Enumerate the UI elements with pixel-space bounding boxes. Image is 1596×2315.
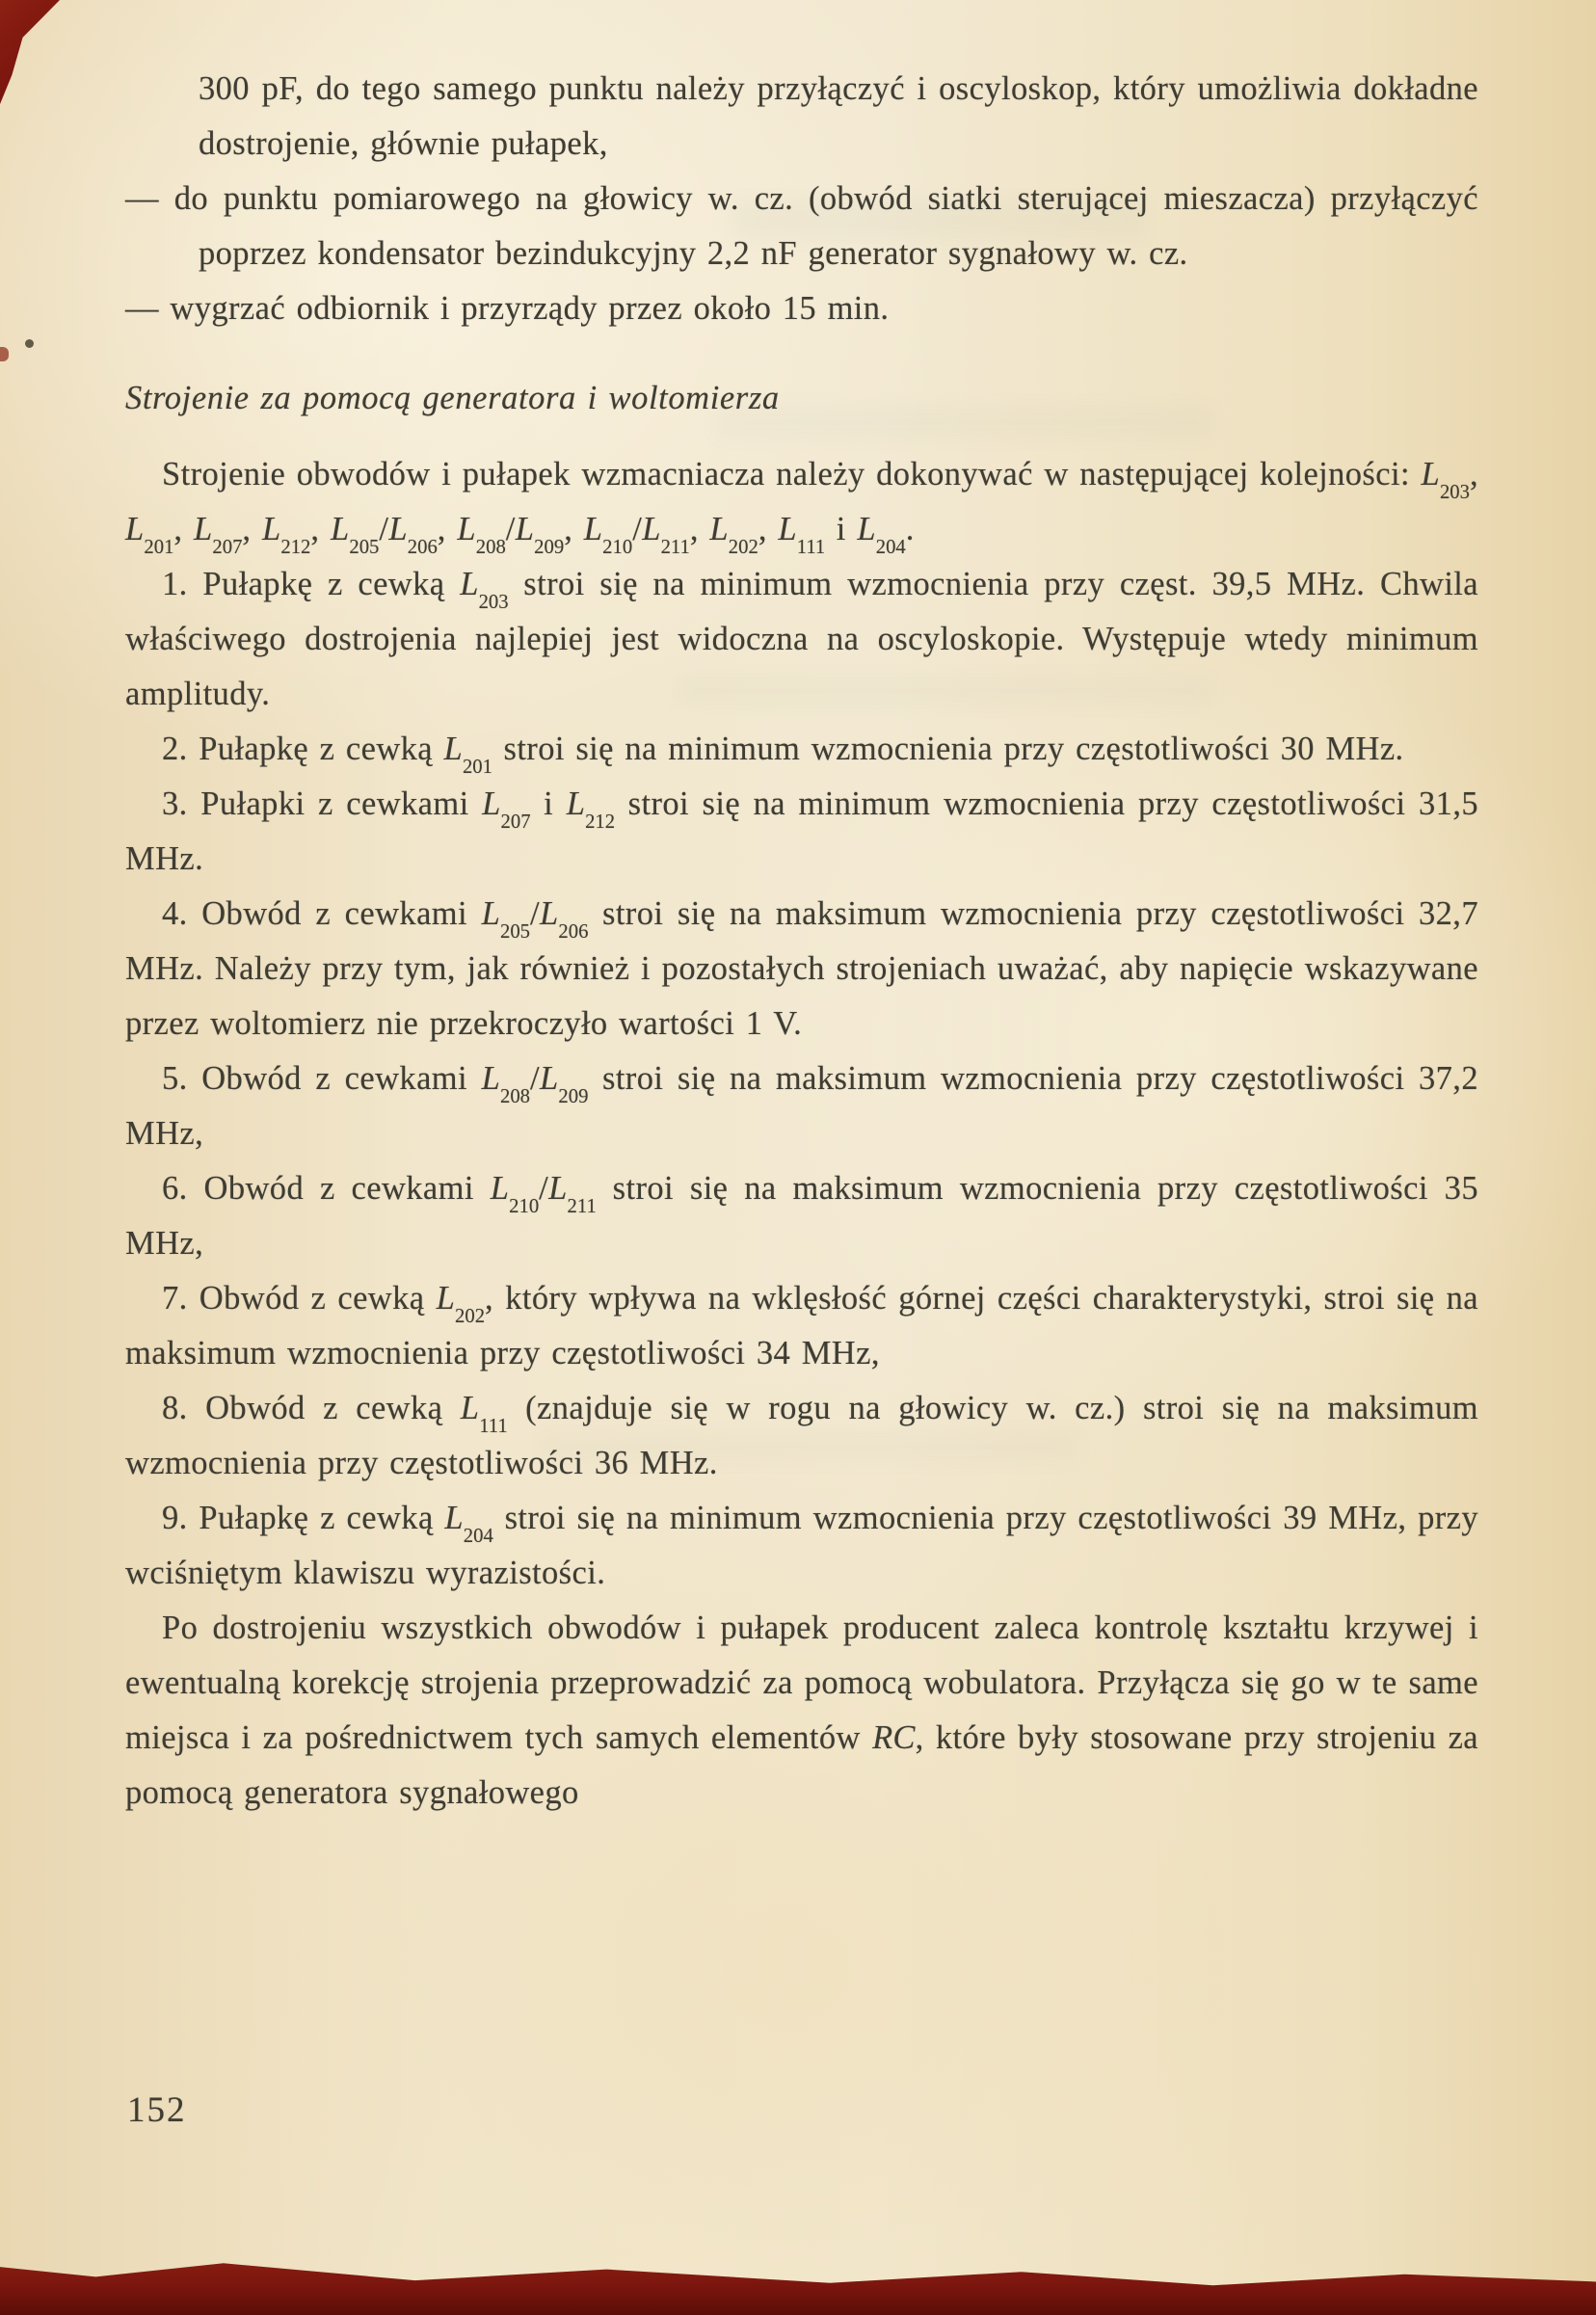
numbered-item-4: 4. Obwód z cewkami $L_{205}/L_{206}$ stroi się na maksimum wzmocnienia przy częstotliwości 32,7 MHz. Należy przy tym, jak również i pozostałych strojeniach uważać, aby napięcie wskazywane przez woltomierz nie przekroczyło wartości 1 V. — [125, 895, 1478, 1042]
numbered-item-1: 1. Pułapkę z cewką $L_{203}$ stroi się na minimum wzmocnienia przy częst. 39,5 MHz. Chwila właściwego dostrojenia najlepiej jest widoczna na oscyloskopie. Występuje wtedy minimum amplitudy. — [125, 566, 1479, 712]
paragraph-closing: Po dostrojeniu wszystkich obwodów i pułapek producent zaleca kontrolę kształtu krzywej i ewentualną korekcję strojenia przeprowadzić za pomocą wobulatora. Przyłącza się go w te same miejsca i za pośrednictwem tych samych elementów RC, które były stosowane przy strojeniu za pomocą generatora sygnałowego — [125, 1610, 1478, 1811]
dash-item-measure-point: — do punktu pomiarowego na głowicy w. cz. (obwód siatki sterującej mieszacza) przyłączyć poprzez kondensator bezindukcyjny 2,2 nF generator sygnałowy w. cz. — [125, 180, 1478, 272]
book-edge-corner-top-left — [0, 0, 60, 104]
numbered-item-7: 7. Obwód z cewką $L_{202}$, który wpływa na wklęsłość górnej części charakterystyki, stroi się na maksimum wzmocnienia przy częstotliwości 34 MHz, — [125, 1280, 1479, 1371]
page-number: 152 — [127, 2090, 187, 2130]
numbered-item-5: 5. Obwód z cewkami $L_{208}/L_{209}$ stroi się na maksimum wzmocnienia przy częstotliwości 37,2 MHz, — [125, 1060, 1478, 1152]
section-heading: Strojenie za pomocą generatora i woltomierza — [125, 380, 780, 416]
numbered-item-9: 9. Pułapkę z cewką $L_{204}$ stroi się na minimum wzmocnienia przy częstotliwości 39 MHz, przy wciśniętym klawiszu wyrazistości. — [125, 1500, 1479, 1591]
dash-item-warm-up: — wygrzać odbiornik i przyrządy przez około 15 min. — [125, 290, 890, 327]
paragraph-intro: Strojenie obwodów i pułapek wzmacniacza należy dokonywać w następującej kolejności: $L_{203}$, $L_{201}$, $L_{207}$, $L_{212}$, $L_{205}/L_{206}$, $L_{208}/L_{209}$, $L_{210}/L_{211}$, $L_{202}$, $L_{111}$ i $L_{204}$. — [125, 456, 1478, 558]
numbered-item-8: 8. Obwód z cewką $L_{111}$ (znajduje się w rogu na głowicy w. cz.) stroi się na maksimum wzmocnienia przy częstotliwości 36 MHz. — [125, 1390, 1478, 1481]
numbered-item-3: 3. Pułapki z cewkami $L_{207}$ i $L_{212}$ stroi się na minimum wzmocnienia przy częstotliwości 31,5 MHz. — [125, 785, 1478, 877]
page-text-block — [125, 62, 1478, 1821]
paragraph-continuation: 300 pF, do tego samego punktu należy przyłączyć i oscyloskop, który umożliwia dokładne dostrojenie, głównie pułapek, — [199, 70, 1478, 162]
ink-speck — [25, 339, 34, 348]
numbered-item-6: 6. Obwód z cewkami $L_{210}/L_{211}$ stroi się na maksimum wzmocnienia przy częstotliwości 35 MHz, — [125, 1170, 1478, 1262]
numbered-item-2: 2. Pułapkę z cewką $L_{201}$ stroi się na minimum wzmocnienia przy częstotliwości 30 MHz. — [162, 731, 1404, 778]
red-edge-speck — [0, 347, 9, 361]
book-edge-bottom — [0, 2253, 1596, 2315]
